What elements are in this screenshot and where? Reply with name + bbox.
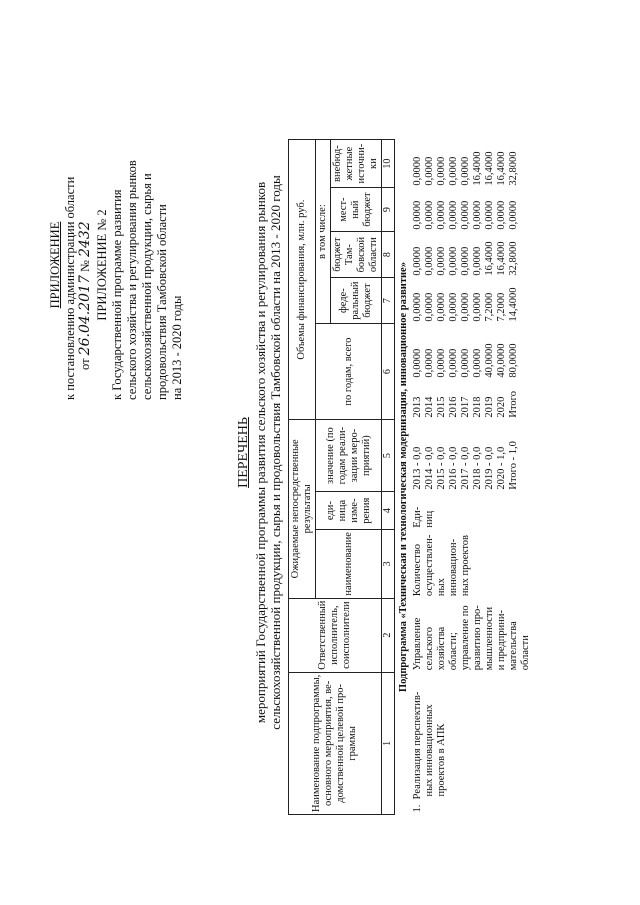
header-federal: феде- ральный бюджет <box>331 278 382 324</box>
header-responsible: Ответственный исполнитель, соисполнители <box>289 598 382 672</box>
row-unit: Еди- ниц <box>412 506 435 528</box>
row-extra: 0,0000 0,0000 0,0000 0,0000 0,0000 16,4000 16,4000 16,4000 32,8000 <box>412 151 519 186</box>
header-local: мест- ный бюджет <box>331 188 382 232</box>
title-line-1: мероприятий Государственной программы развития сельского хозяйства и регулирования рынков <box>253 181 268 724</box>
col-number: 5 <box>382 420 395 492</box>
col-number: 3 <box>382 530 395 598</box>
row-regional: 0,0000 0,0000 0,0000 0,0000 0,0000 0,0000 16,4000 16,4000 32,8000 <box>412 241 519 276</box>
header-results: Ожидаемые непосредственные результаты <box>289 420 316 598</box>
appendix-line-3: сельскохозяйственной продукции, сырья и <box>140 173 154 400</box>
header-value: значение (по годам реали- зации меро- приятий) <box>316 420 382 492</box>
appendix-number-title: ПРИЛОЖЕНИЕ № 2 <box>95 209 109 321</box>
header-funding: Объемы финансирования, млн. руб. <box>289 140 316 420</box>
column-numbers-row <box>382 140 395 815</box>
appendix-line-2: сельского хозяйства и регулирования рынков <box>125 160 139 400</box>
col-number: 2 <box>382 598 395 672</box>
date-prefix: от <box>78 358 92 370</box>
document-title: ПЕРЕЧЕНЬ <box>236 417 251 488</box>
header-name: Наименование подпрограммы, основного мероприятия, ве- домственной целевой про- граммы <box>289 672 382 814</box>
row-years-totals: 20130,0000 20140,0000 20150,0000 20160,0000 20170,0000 20180,0000 201940,0000 202040,0000 Итого80,0000 <box>412 343 519 418</box>
row-local: 0,0000 0,0000 0,0000 0,0000 0,0000 0,0000 0,0000 0,0000 0,0000 <box>412 200 519 230</box>
appendix-date-line <box>78 130 93 400</box>
row-values: 2013 - 0,0 2014 - 0,0 2015 - 0,0 2016 - 0,0 2017 - 0,0 2018 - 0,0 2019 - 0,0 2020 - 1,0 Итого - 1,0 <box>412 441 519 490</box>
header-incl: в том числе: <box>316 140 331 324</box>
appendix-header <box>48 130 185 400</box>
row-result-name: Количество осуществлен- ных инновацион- ных проектов <box>412 534 471 597</box>
col-number: 10 <box>382 140 395 188</box>
col-number: 9 <box>382 188 395 232</box>
col-number: 8 <box>382 232 395 278</box>
col-number: 6 <box>382 324 395 420</box>
appendix-to-decree: к постановлению администрации области <box>63 176 77 400</box>
col-number: 7 <box>382 278 395 324</box>
subprogram-title: Подпрограмма «Техническая и технологическая модернизация, инновационное развитие» <box>398 262 409 693</box>
row-name: 1. Реализация перспектив- ных инновационных проектов в АПК <box>412 691 447 813</box>
row-federal: 0,0000 0,0000 0,0000 0,0000 0,0000 0,0000 7,2000 7,2000 14,4000 <box>412 287 519 322</box>
handwritten-number: 2432 <box>77 221 93 257</box>
row-responsible: Управление сельского хозяйства области; управление по развитию про- мышленности и предприни- мательства области <box>412 605 531 671</box>
col-number: 1 <box>382 672 395 814</box>
appendix-label: ПРИЛОЖЕНИЕ <box>48 221 62 309</box>
header-unit: еди- ница изме- рения <box>316 492 382 530</box>
appendix-line-1: к Государственной программе развития <box>110 189 124 400</box>
header-regional: бюджет Там- бовской области <box>331 232 382 278</box>
title-line-2: сельскохозяйственной продукции, сырья и продовольствия Тамбовской области на 2013 - 2020 годы <box>268 175 283 730</box>
table-row <box>411 140 533 815</box>
header-extra: внебюд- жетные источни- ки <box>331 140 382 188</box>
handwritten-date: 26.04.2017 <box>77 275 93 356</box>
header-result-name: наименование <box>316 530 382 598</box>
appendix-line-4: продовольствия Тамбовской области <box>155 204 169 400</box>
number-prefix: № <box>78 260 92 273</box>
appendix-line-5: на 2013 - 2020 годы <box>170 295 184 400</box>
measures-table <box>288 139 533 815</box>
header-total: по годам, всего <box>316 324 382 420</box>
col-number: 4 <box>382 492 395 530</box>
